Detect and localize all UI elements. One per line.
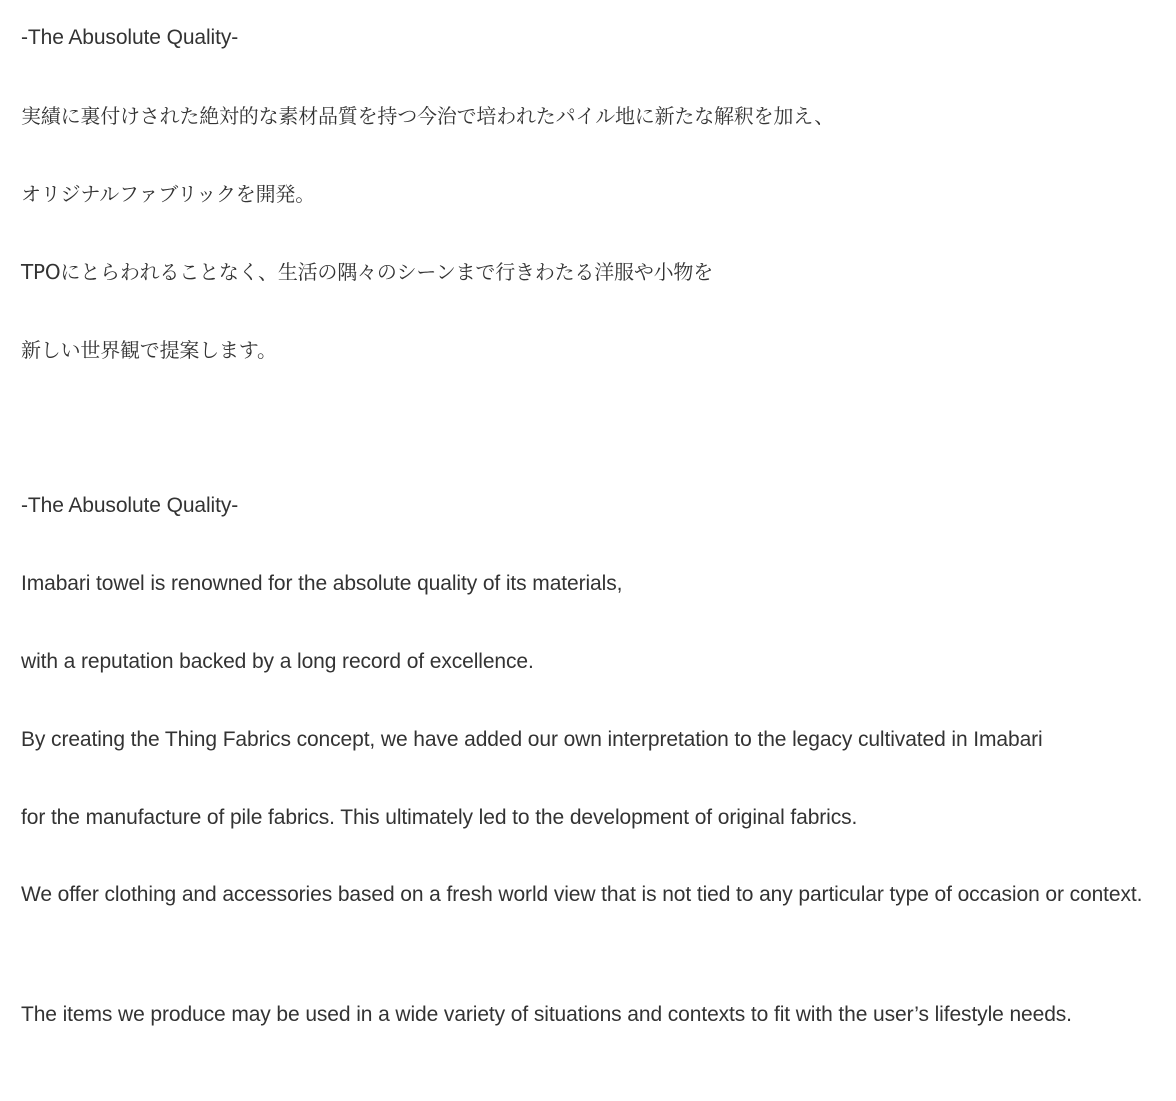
en-paragraph-line-1: Imabari towel is renowned for the absolute quality of its materials, [21, 572, 623, 595]
jp-paragraph-line-1: 実績に裏付けされた絶対的な素材品質を持つ今治で培われたパイル地に新たな解釈を加え、 [21, 104, 834, 128]
jp-paragraph-line-3: TPOにとらわれることなく、生活の隅々のシーンまで行きわたる洋服や小物を [21, 260, 714, 284]
jp-paragraph-line-2: オリジナルファブリックを開発。 [21, 182, 315, 206]
en-paragraph-line-5: We offer clothing and accessories based on a fresh world view that is not tied to any particular type of occasion or context. [21, 883, 1143, 906]
en-paragraph-line-3: By creating the Thing Fabrics concept, we have added our own interpretation to the legacy cultivated in Imabari [21, 728, 1043, 751]
en-paragraph-line-2: with a reputation backed by a long record of excellence. [21, 650, 534, 673]
jp-paragraph-line-4: 新しい世界観で提案します。 [21, 338, 277, 362]
jp-section-heading: -The Abusolute Quality- [21, 26, 239, 49]
en-paragraph-line-4: for the manufacture of pile fabrics. This ultimately led to the development of original fabrics. [21, 806, 858, 829]
en-section-heading: -The Abusolute Quality- [21, 494, 239, 517]
en-paragraph-line-6: The items we produce may be used in a wide variety of situations and contexts to fit with the user’s lifestyle needs. [21, 1003, 1072, 1026]
